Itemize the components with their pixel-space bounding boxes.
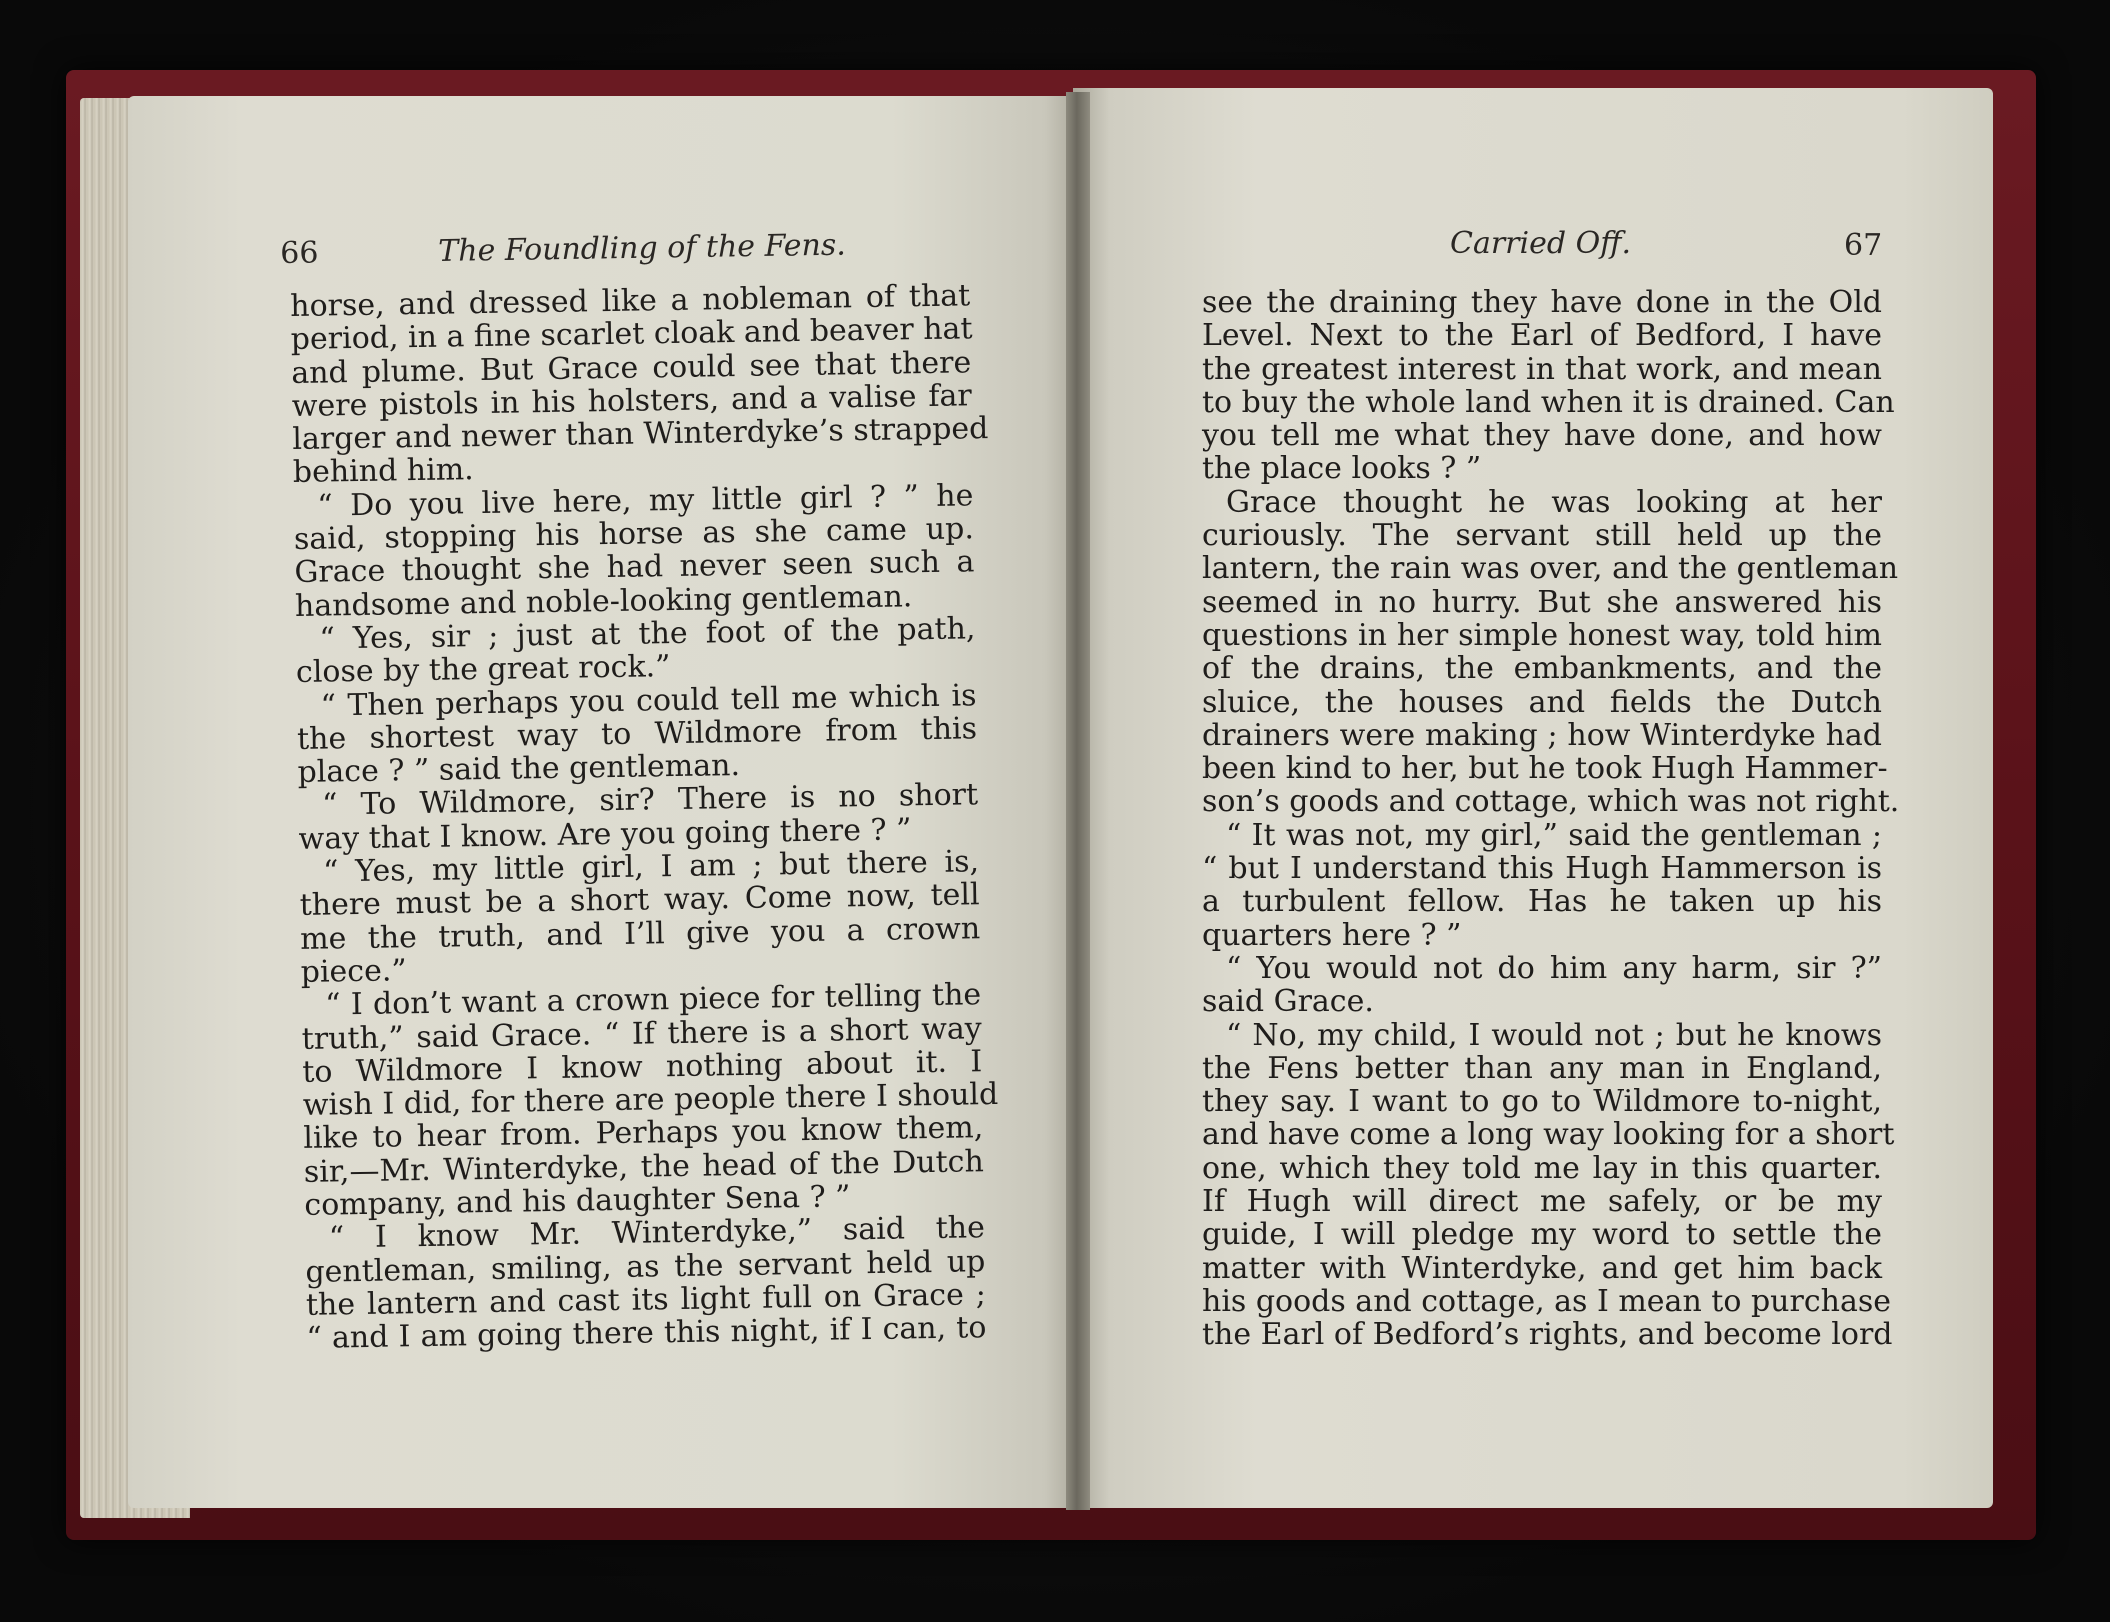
text-line: me the truth, and I’ll give you a crown: [299, 910, 981, 957]
text-line: seemed in no hurry. But she answered his: [1202, 584, 1882, 620]
text-line: said, stopping his horse as she came up.: [293, 511, 975, 558]
text-line: “ You would not do him any harm, sir ?”: [1226, 950, 1882, 986]
text-line: place ? ” said the gentleman.: [297, 748, 741, 791]
text-line: one, which they told me lay in this quarter.: [1202, 1150, 1882, 1186]
text-line: Grace thought he was looking at her: [1226, 484, 1882, 520]
text-line: way that I know. Are you going there ? ”: [298, 812, 912, 857]
text-line: the Fens better than any man in England,: [1202, 1050, 1882, 1086]
text-line: there must be a short way. Come now, tell: [299, 877, 980, 924]
right-folio-wrap: [1844, 228, 1882, 263]
text-line: piece.”: [300, 953, 407, 990]
text-line: been kind to her, but he took Hugh Hammer-: [1202, 751, 1888, 787]
text-line: son’s goods and cottage, which was not right.: [1202, 784, 1900, 820]
text-line: lantern, the rain was over, and the gentleman: [1202, 551, 1899, 587]
left-page-number: 66: [280, 235, 319, 271]
text-line: Level. Next to the Earl of Bedford, I have: [1202, 318, 1882, 354]
right-page-number: 67: [1844, 228, 1883, 263]
right-running-head: [1450, 226, 1631, 261]
text-line: you tell me what they have done, and how: [1202, 418, 1882, 454]
text-line: quarters here ? ”: [1202, 917, 1462, 953]
text-line: matter with Winterdyke, and get him back: [1202, 1250, 1882, 1286]
text-line: “ Do you live here, my little girl ? ” he: [317, 478, 974, 524]
left-running-title-wrap: [438, 228, 846, 269]
text-line: sir,—Mr. Winterdyke, the head of the Dutch: [303, 1143, 985, 1190]
right-page-text: [1202, 285, 1900, 1353]
left-page-text: [289, 278, 999, 1357]
text-line: the Earl of Bedford’s rights, and become lord: [1202, 1317, 1893, 1353]
text-line: company, and his daughter Sena ? ”: [304, 1179, 851, 1223]
text-line: sluice, the houses and fields the Dutch: [1202, 684, 1882, 720]
text-line: close by the great rock.”: [295, 649, 671, 691]
text-line: questions in her simple honest way, told him: [1202, 617, 1882, 653]
text-line: “ Yes, sir ; just at the foot of the path,: [319, 611, 976, 657]
text-line: drainers were making ; how Winterdyke had: [1202, 717, 1882, 753]
text-line: handsome and noble-looking gentleman.: [294, 578, 913, 624]
text-line: “ To Wildmore, sir? There is no short: [321, 777, 979, 824]
text-line: “ but I understand this Hugh Hammerson is: [1202, 851, 1882, 887]
book-gutter: [1066, 92, 1090, 1510]
text-line: to Wildmore I know nothing about it. I: [302, 1044, 983, 1090]
text-line: to buy the whole land when it is drained. Can: [1202, 384, 1895, 420]
text-line: Grace thought she had never seen such a: [294, 544, 975, 591]
left-running-head: [280, 235, 319, 271]
text-line: If Hugh will direct me safely, or be my: [1202, 1184, 1882, 1220]
text-line: “ I don’t want a crown piece for telling the: [324, 977, 982, 1023]
text-line: horse, and dressed like a nobleman of that: [289, 278, 971, 324]
text-line: the greatest interest in that work, and mean: [1202, 351, 1882, 387]
text-line: larger and newer than Winterdyke’s strapped: [292, 411, 989, 458]
text-line: “ It was not, my girl,” said the gentleman ;: [1226, 817, 1882, 853]
text-line: behind him.: [292, 452, 474, 491]
text-line: a turbulent fellow. Has he taken up his: [1202, 884, 1882, 920]
text-line: “ Then perhaps you could tell me which is: [320, 677, 977, 724]
text-line: see the draining they have done in the Old: [1202, 285, 1882, 320]
text-line: “ I know Mr. Winterdyke,” said the: [328, 1210, 986, 1256]
text-line: period, in a fine scarlet cloak and beaver hat: [290, 311, 973, 358]
text-line: “ No, my child, I would not ; but he knows: [1226, 1017, 1882, 1053]
text-line: guide, I will pledge my word to settle the: [1202, 1217, 1882, 1253]
text-line: of the drains, the embankments, and the: [1202, 651, 1882, 687]
text-line: the shortest way to Wildmore from this: [296, 711, 978, 757]
text-line: curiously. The servant still held up the: [1202, 518, 1882, 554]
text-line: gentleman, smiling, as the servant held up: [305, 1243, 986, 1290]
text-line: like to hear from. Perhaps you know them,: [303, 1110, 984, 1157]
right-running-title: Carried Off.: [1450, 226, 1631, 261]
text-line: said Grace.: [1202, 984, 1374, 1020]
text-line: “ and I am going there this night, if I can, to: [306, 1310, 987, 1357]
text-line: and have come a long way looking for a short: [1202, 1117, 1895, 1153]
text-line: the lantern and cast its light full on Grace ;: [305, 1277, 987, 1323]
text-line: they say. I want to go to Wildmore to-night,: [1202, 1084, 1882, 1120]
text-line: his goods and cottage, as I mean to purchase: [1202, 1283, 1891, 1319]
left-running-title: The Foundling of the Fens.: [438, 227, 847, 269]
text-line: truth,” said Grace. “ If there is a short way: [301, 1010, 982, 1057]
text-line: and plume. But Grace could see that there: [291, 344, 972, 391]
text-line: “ Yes, my little girl, I am ; but there is,: [322, 844, 980, 890]
text-line: the place looks ? ”: [1202, 451, 1482, 487]
text-line: wish I did, for there are people there I should: [302, 1077, 999, 1124]
text-line: were pistols in his holsters, and a valise far: [291, 378, 973, 424]
